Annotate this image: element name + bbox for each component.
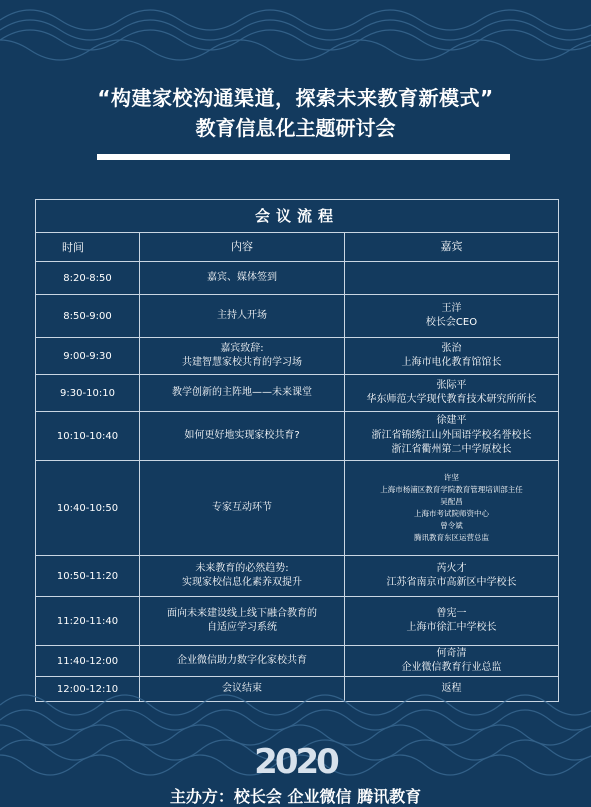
organizer-line: 主办方：校长会 企业微信 腾讯教育 xyxy=(169,787,422,806)
content-line: 面向未来建设线上线下融合教育的 xyxy=(167,607,317,619)
table-row xyxy=(36,338,558,375)
row-content xyxy=(140,262,345,294)
row-time: 8:50-9:00 xyxy=(36,295,140,337)
table-header xyxy=(36,233,558,262)
wave-pattern-top xyxy=(0,0,591,70)
row-guest xyxy=(345,262,558,294)
guest-line: 吴配昌 xyxy=(440,497,463,506)
guest-line: 江苏省南京市高新区中学校长 xyxy=(386,577,517,588)
guest-line: 上海市电化教育馆馆长 xyxy=(401,357,502,368)
row-guest xyxy=(345,646,558,676)
row-guest xyxy=(345,556,558,596)
row-time: 9:00-9:30 xyxy=(36,338,140,374)
col-header-time: 时间 xyxy=(36,233,140,261)
table-row xyxy=(36,295,558,338)
content-line: 主持人开场 xyxy=(217,309,267,321)
row-guest xyxy=(345,677,558,701)
content-line: 教学创新的主阵地——未来课堂 xyxy=(172,386,312,398)
row-guest xyxy=(345,597,558,645)
row-time: 12:00-12:10 xyxy=(36,677,140,701)
guest-line: 王洋 xyxy=(441,302,462,314)
row-content xyxy=(140,412,345,460)
guest-line: 华东师范大学现代教育技术研究所所长 xyxy=(366,394,537,405)
guest-line: 上海市徐汇中学校长 xyxy=(406,622,497,633)
table-row xyxy=(36,646,558,677)
guest-line: 曾宪一 xyxy=(436,607,467,619)
guest-line: 张治 xyxy=(441,342,462,354)
row-guest xyxy=(345,412,558,460)
table-row xyxy=(36,556,558,597)
content-line: 共建智慧家校共育的学习场 xyxy=(182,357,302,368)
table-row xyxy=(36,461,558,556)
row-time: 10:10-10:40 xyxy=(36,412,140,460)
guest-line: 曾令斌 xyxy=(440,521,463,530)
row-content xyxy=(140,461,345,555)
content-line: 实现家校信息化素养双提升 xyxy=(182,577,302,588)
guest-line: 返程 xyxy=(441,682,462,694)
row-content xyxy=(140,338,345,374)
content-line: 专家互动环节 xyxy=(212,501,272,513)
content-line: 未来教育的必然趋势: xyxy=(195,562,289,574)
content-line: 企业微信助力数字化家校共育 xyxy=(177,654,307,666)
row-content xyxy=(140,677,345,701)
content-line: 嘉宾、媒体签到 xyxy=(207,271,277,283)
row-content xyxy=(140,375,345,411)
guest-line: 徐建平 xyxy=(436,415,467,427)
row-content xyxy=(140,646,345,676)
guest-line: 何奇清 xyxy=(436,647,467,659)
content-line: 如何更好地实现家校共育? xyxy=(184,429,300,441)
guest-line: 校长会CEO xyxy=(425,317,478,328)
row-guest xyxy=(345,338,558,374)
guest-line: 企业微信教育行业总监 xyxy=(401,662,502,673)
table-row xyxy=(36,677,558,701)
guest-line: 芮火才 xyxy=(436,562,467,574)
guest-line: 浙江省衢州第二中学原校长 xyxy=(391,444,512,456)
title-line-2: 教育信息化主题研讨会 xyxy=(195,116,396,140)
col-header-content: 内容 xyxy=(140,233,345,261)
table-row xyxy=(36,597,558,646)
content-line: 自适应学习系统 xyxy=(207,622,277,633)
row-content xyxy=(140,295,345,337)
table-row xyxy=(36,375,558,412)
title-divider xyxy=(97,154,510,160)
year-logo: 2020 xyxy=(254,742,337,782)
row-guest xyxy=(345,295,558,337)
row-time: 8:20-8:50 xyxy=(36,262,140,294)
row-time: 11:20-11:40 xyxy=(36,597,140,645)
title-line-1: “构建家校沟通渠道，探索未来教育新模式” xyxy=(97,86,494,110)
row-time: 10:50-11:20 xyxy=(36,556,140,596)
guest-line: 许坚 xyxy=(444,473,459,482)
guest-line: 腾讯教育东区运营总监 xyxy=(414,533,489,542)
col-header-guest: 嘉宾 xyxy=(440,240,463,254)
guest-line: 上海市考试院师资中心 xyxy=(414,509,489,518)
row-time: 9:30-10:10 xyxy=(36,375,140,411)
guest-line: 上海市杨浦区教育学院教育管理培训部主任 xyxy=(380,485,523,494)
row-time: 10:40-10:50 xyxy=(36,461,140,555)
agenda-heading: 会议流程 xyxy=(36,200,558,233)
row-guest xyxy=(345,375,558,411)
table-row xyxy=(36,262,558,295)
guest-line: 张际平 xyxy=(436,379,467,391)
row-guest xyxy=(345,461,558,555)
row-content xyxy=(140,556,345,596)
guest-line: 浙江省锦绣江山外国语学校名誉校长 xyxy=(371,429,532,441)
agenda-table xyxy=(35,199,559,702)
content-line: 会议结束 xyxy=(222,682,262,694)
content-line: 嘉宾致辞: xyxy=(220,342,264,354)
table-row xyxy=(36,412,558,461)
row-time: 11:40-12:00 xyxy=(36,646,140,676)
row-content xyxy=(140,597,345,645)
